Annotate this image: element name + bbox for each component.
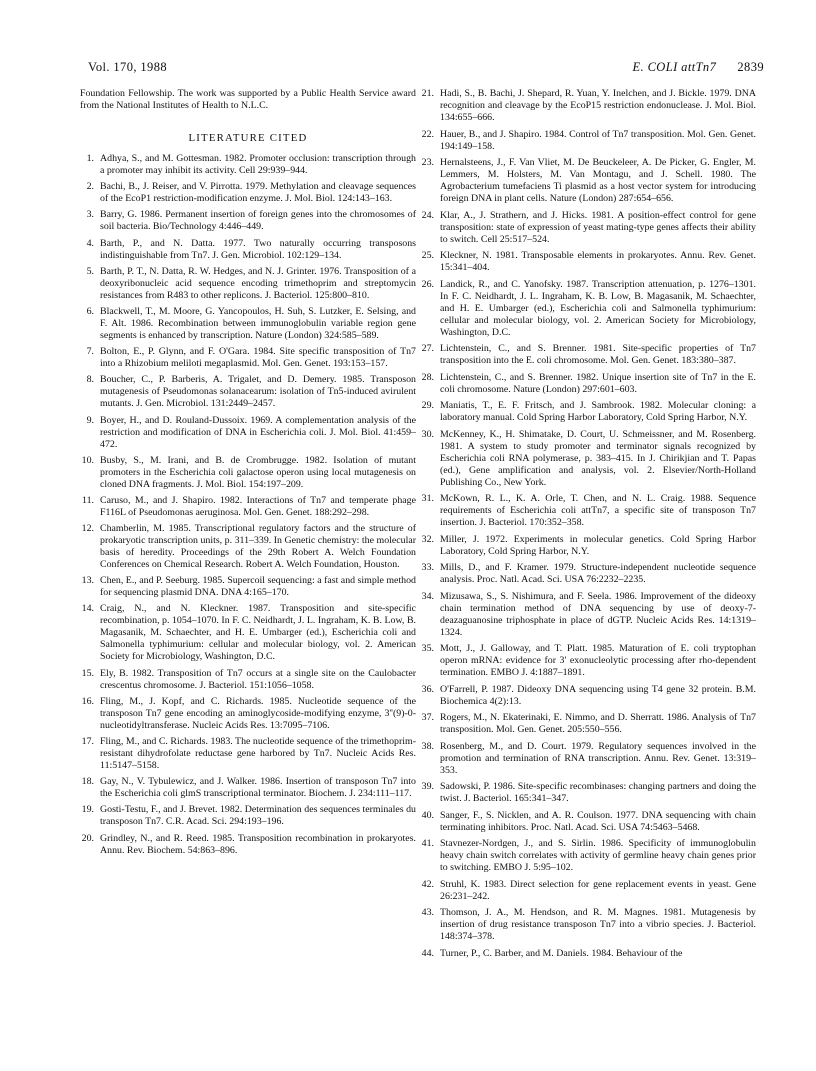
reference-text: Chamberlin, M. 1985. Transcriptional regulatory factors and the structure of prokaryotic transcription units, p. 311–339. In Genetic chemistry: the molecular basis of heredity. Proceedings of the 29th Robert A. Welch Foundation Conferences on Chemical Research. Robert A. Welch Foundation, Houston. [100,523,416,571]
reference-list-right [420,88,756,960]
reference-number: 22. [421,128,434,140]
reference-entry [80,603,416,663]
reference-number: 35. [421,643,434,654]
reference-entry [80,495,416,519]
reference-text: Gosti-Testu, F., and J. Brevet. 1982. Determination des sequences terminales du transposon Tn7. C.R. Acad. Sci. 294:193–196. [100,804,416,828]
reference-number: 4. [86,237,94,249]
reference-entry [80,346,416,370]
literature-cited-heading: LITERATURE CITED [188,132,308,144]
reference-number: 6. [86,305,94,317]
reference-number: 41. [421,838,434,849]
reference-entry [420,810,756,834]
reference-list-left [80,153,416,857]
reference-entry [80,575,416,599]
reference-text: Turner, P., C. Barber, and M. Daniels. 1984. Behaviour of the [440,947,683,959]
reference-entry [80,415,416,451]
reference-number: 8. [86,374,94,386]
reference-text: Blackwell, T., M. Moore, G. Yancopoulos, H. Suh, S. Lutzker, E. Selsing, and F. Alt. 1986. Recombination between immunoglobulin variable region gene segments is enhanced by transcription. Nature (London) 324:585–589. [100,305,416,341]
reference-text: Hernalsteens, J., F. Van Vliet, M. De Beuckeleer, A. De Picker, G. Engler, M. Lemmers, M. Holsters, M. Van Montagu, and J. Schell. 1980. The Agrobacterium tumefaciens Ti plasmid as a host vector system for introducing foreign DNA in plant cells. Nature (London) 287:654–656. [440,157,756,204]
reference-number: 36. [421,683,434,695]
reference-text: Landick, R., and C. Yanofsky. 1987. Transcription attenuation, p. 1276–1301. In F. C. Neidhardt, J. L. Ingraham, K. B. Low, B. Magasanik, M. Schaechter, and H. E. Umbarger (ed.), Escherichia coli and Salmonella typhimurium: cellular and molecular biology, vol. 2. American Society for Microbiology, Washington, D.C. [440,278,756,338]
reference-entry [80,523,416,571]
reference-entry [420,429,756,489]
reference-entry [80,668,416,692]
reference-number: 43. [421,907,434,918]
reference-entry [80,736,416,772]
reference-entry [80,374,416,410]
reference-text: McKown, R. L., K. A. Orle, T. Chen, and N. L. Craig. 1988. Sequence requirements of Escherichia coli attTn7, a specific site of transposon Tn7 insertion. J. Bacteriol. 170:352–358. [440,493,756,528]
reference-entry [420,157,756,205]
reference-number: 21. [421,88,434,99]
reference-number: 9. [86,414,94,426]
reference-number: 23. [421,157,434,168]
reference-entry [420,343,756,367]
reference-number: 16. [81,695,94,707]
reference-text: Barth, P. T., N. Datta, R. W. Hedges, and N. J. Grinter. 1976. Transposition of a deoxyribonucleic acid sequence encoding trimethoprim and streptomycin resistances from R483 to other replicons. J. Bacteriol. 125:800–810. [100,265,416,301]
reference-entry [420,684,756,708]
running-header [632,60,764,75]
reference-entry [420,250,756,274]
reference-text: Sanger, F., S. Nicklen, and A. R. Coulson. 1977. DNA sequencing with chain terminating inhibitors. Proc. Natl. Acad. Sci. USA 74:5463–5468. [440,809,756,833]
reference-entry [80,776,416,800]
reference-text: Lichtenstein, C., and S. Brenner. 1982. Unique insertion site of Tn7 in the E. coli chromosome. Nature (London) 297:601–603. [440,371,756,395]
reference-text: Grindley, N., and R. Reed. 1985. Transposition recombination in prokaryotes. Annu. Rev. Biochem. 54:863–896. [100,832,416,856]
reference-entry [80,833,416,857]
running-title: E. COLI attTn7 [632,60,717,74]
reference-entry [420,129,756,153]
reference-text: Klar, A., J. Strathern, and J. Hicks. 1981. A position-effect control for gene transposition: state of expression of yeast mating-type genes affects their ability to switch. Cell 25:517–524. [440,209,756,245]
reference-entry [420,643,756,679]
reference-number: 7. [86,346,94,358]
reference-number: 31. [421,493,434,504]
reference-entry [80,209,416,233]
reference-entry [420,372,756,396]
reference-text: Fling, M., J. Kopf, and C. Richards. 1985. Nucleotide sequence of the transposon Tn7 gene encoding an aminoglycoside-modifying enzyme, 3''(9)-0-nucleotidyltransferase. Nucleic Acids Res. 13:7095–7106. [100,695,416,731]
acknowledgment-text: Foundation Fellowship. The work was supported by a Public Health Service award from the National Institutes of Health to N.L.C. [80,88,416,111]
reference-number: 19. [81,804,94,816]
reference-entry [420,712,756,736]
reference-number: 32. [421,533,434,545]
reference-text: Gay, N., V. Tybulewicz, and J. Walker. 1986. Insertion of transposon Tn7 into the Escherichia coli glmS transcriptional terminator. Biochem. J. 234:111–117. [100,776,416,800]
reference-number: 2. [86,181,94,193]
reference-number: 42. [421,878,434,890]
reference-text: Boyer, H., and D. Rouland-Dussoix. 1969. A complementation analysis of the restriction and modification of DNA in Escherichia coli. J. Mol. Biol. 41:459–472. [100,414,416,450]
reference-text: Craig, N., and N. Kleckner. 1987. Transposition and site-specific recombination, p. 1054–1070. In F. C. Neidhardt, J. L. Ingraham, K. B. Low, B. Magasanik, M. Schaechter, and H. E. Umbarger (ed.), Escherichia coli and Salmonella typhimurium: cellular and molecular biology, vol. 2. American Society for Microbiology, Washington, D.C. [100,603,416,663]
reference-number: 40. [421,809,434,821]
reference-entry [420,210,756,246]
reference-number: 37. [421,712,434,723]
reference-text: Rosenberg, M., and D. Court. 1979. Regulatory sequences involved in the promotion and termination of RNA transcription. Annu. Rev. Genet. 13:319–353. [440,740,756,776]
reference-entry [80,455,416,491]
reference-text: Sadowski, P. 1986. Site-specific recombinases: changing partners and doing the twist. J. Bacteriol. 165:341–347. [440,781,756,804]
reference-number: 5. [86,265,94,277]
reference-text: Barth, P., and N. Datta. 1977. Two naturally occurring transposons indistinguishable from Tn7. J. Gen. Microbiol. 102:129–134. [100,237,416,261]
reference-number: 14. [81,603,94,615]
reference-entry [80,181,416,205]
reference-text: Mott, J., J. Galloway, and T. Platt. 1985. Maturation of E. coli tryptophan operon mRNA: evidence for 3' exonucleolytic processing after rho-dependent termination. EMBO J. 4:1887–1891. [440,643,756,678]
reference-number: 1. [86,153,94,164]
reference-entry [420,493,756,529]
reference-entry [420,534,756,558]
reference-entry [80,238,416,262]
reference-entry [420,562,756,586]
reference-number: 24. [421,209,434,221]
reference-entry [420,741,756,777]
reference-text: Chen, E., and P. Seeburg. 1985. Supercoil sequencing: a fast and simple method for sequencing plasmid DNA. DNA 4:165–170. [100,575,416,599]
reference-text: Busby, S., M. Irani, and B. de Crombrugge. 1982. Isolation of mutant promoters in the Escherichia coli galactose operon using local mutagenesis on cloned DNA fragments. J. Mol. Biol. 154:197–209. [100,454,416,490]
reference-text: Barry, G. 1986. Permanent insertion of foreign genes into the chromosomes of soil bacteria. Bio/Technology 4:446–449. [100,209,416,233]
reference-text: Thomson, J. A., M. Hendson, and R. M. Magnes. 1981. Mutagenesis by insertion of drug resistance transposon Tn7 into a vibrio species. J. Bacteriol. 148:374–378. [440,907,756,942]
reference-number: 13. [81,575,94,587]
reference-entry [80,306,416,342]
reference-number: 3. [86,209,94,221]
reference-entry [420,591,756,639]
reference-entry [420,279,756,339]
reference-entry [80,696,416,732]
reference-number: 27. [421,343,434,354]
reference-text: Mizusawa, S., S. Nishimura, and F. Seela. 1986. Improvement of the dideoxy chain termination method of DNA sequencing by use of deoxy-7-deazaguanosine triphosphate in place of dGTP. Nucleic Acids Res. 14:1319–1324. [440,590,756,638]
page-number: 2839 [737,60,764,74]
reference-entry [420,781,756,805]
reference-number: 17. [81,736,94,747]
reference-text: Miller, J. 1972. Experiments in molecular genetics. Cold Spring Harbor Laboratory, Cold Spring Harbor, N.Y. [440,533,756,557]
reference-entry [420,838,756,874]
reference-text: Bolton, E., P. Glynn, and F. O'Gara. 1984. Site specific transposition of Tn7 into a Rhizobium meliloti megaplasmid. Mol. Gen. Genet. 193:153–157. [100,346,416,370]
reference-entry [80,266,416,302]
left-column [80,88,416,861]
journal-volume: Vol. 170, 1988 [88,60,167,74]
reference-text: O'Farrell, P. 1987. Dideoxy DNA sequencing using T4 gene 32 protein. B.M. Biochemica 4(2):13. [440,683,756,707]
reference-text: Maniatis, T., E. F. Fritsch, and J. Sambrook. 1982. Molecular cloning: a laboratory manual. Cold Spring Harbor Laboratory, Cold Spring Harbor, N.Y. [440,400,756,423]
reference-entry [420,907,756,943]
reference-number: 25. [421,250,434,261]
reference-text: Rogers, M., N. Ekaterinaki, E. Nimmo, and D. Sherratt. 1986. Analysis of Tn7 transposition. Mol. Gen. Genet. 205:550–556. [440,712,756,735]
reference-entry [420,948,756,960]
reference-number: 26. [421,278,434,290]
reference-number: 30. [421,428,434,440]
reference-text: Boucher, C., P. Barberis, A. Trigalet, and D. Demery. 1985. Transposon mutagenesis of Pseudomonas solanacearum: isolation of Tn5-induced avirulent mutants. J. Gen. Microbiol. 131:2449–2457. [100,374,416,410]
reference-number: 38. [421,740,434,752]
reference-number: 28. [421,371,434,383]
reference-text: Hadi, S., B. Bachi, J. Shepard, R. Yuan, Y. Inelchen, and J. Bickle. 1979. DNA recognition and cleavage by the EcoP15 restriction endonuclease. J. Mol. Biol. 134:655–666. [440,88,756,123]
reference-text: Hauer, B., and J. Shapiro. 1984. Control of Tn7 transposition. Mol. Gen. Genet. 194:149–158. [440,128,756,152]
reference-number: 11. [82,494,94,506]
reference-entry [80,804,416,828]
right-column [420,88,756,964]
reference-number: 12. [81,523,94,535]
reference-number: 18. [81,776,94,788]
reference-text: Struhl, K. 1983. Direct selection for gene replacement events in yeast. Gene 26:231–242. [440,878,756,902]
reference-text: Mills, D., and F. Kramer. 1979. Structure-independent nucleotide sequence analysis. Proc. Natl. Acad. Sci. USA 76:2232–2235. [440,562,756,585]
reference-text: Bachi, B., J. Reiser, and V. Pirrotta. 1979. Methylation and cleavage sequences of the EcoP1 restriction-modification enzyme. J. Mol. Biol. 124:143–163. [100,181,416,205]
reference-text: Stavnezer-Nordgen, J., and S. Sirlin. 1986. Specificity of immunoglobulin heavy chain switch correlates with activity of germline heavy chain genes prior to switching. EMBO J. 5:95–102. [440,838,756,873]
reference-text: Ely, B. 1982. Transposition of Tn7 occurs at a single site on the Caulobacter crescentus chromosome. J. Bacteriol. 151:1056–1058. [100,667,416,691]
reference-text: McKenney, K., H. Shimatake, D. Court, U. Schmeissner, and M. Rosenberg. 1981. A system to study promoter and terminator signals recognized by Escherichia coli RNA polymerase, p. 383–415. In J. Chirikjian and T. Papas (ed.), Gene amplification and analysis, vol. 2. Elsevier/North-Holland Publishing Co., New York. [440,428,756,488]
reference-entry [420,88,756,124]
reference-number: 34. [421,590,434,602]
reference-entry [80,153,416,177]
reference-number: 15. [81,667,94,679]
reference-text: Lichtenstein, C., and S. Brenner. 1981. Site-specific properties of Tn7 transposition into the E. coli chromosome. Mol. Gen. Genet. 183:380–387. [440,343,756,366]
reference-entry [420,879,756,903]
reference-number: 20. [81,832,94,844]
reference-number: 39. [421,781,434,792]
reference-text: Adhya, S., and M. Gottesman. 1982. Promoter occlusion: transcription through a promoter may inhibit its activity. Cell 29:939–944. [100,153,416,176]
reference-entry [420,400,756,424]
reference-number: 44. [421,947,434,959]
reference-text: Fling, M., and C. Richards. 1983. The nucleotide sequence of the trimethoprim-resistant dihydrofolate reductase gene harbored by Tn7. Nucleic Acids Res. 11:5147–5158. [100,736,416,771]
reference-number: 33. [421,562,434,573]
reference-number: 10. [81,454,94,466]
reference-text: Caruso, M., and J. Shapiro. 1982. Interactions of Tn7 and temperate phage F116L of Pseudomonas aeruginosa. Mol. Gen. Genet. 188:292–298. [100,494,416,518]
reference-number: 29. [421,400,434,411]
reference-text: Kleckner, N. 1981. Transposable elements in prokaryotes. Annu. Rev. Genet. 15:341–404. [440,250,756,273]
